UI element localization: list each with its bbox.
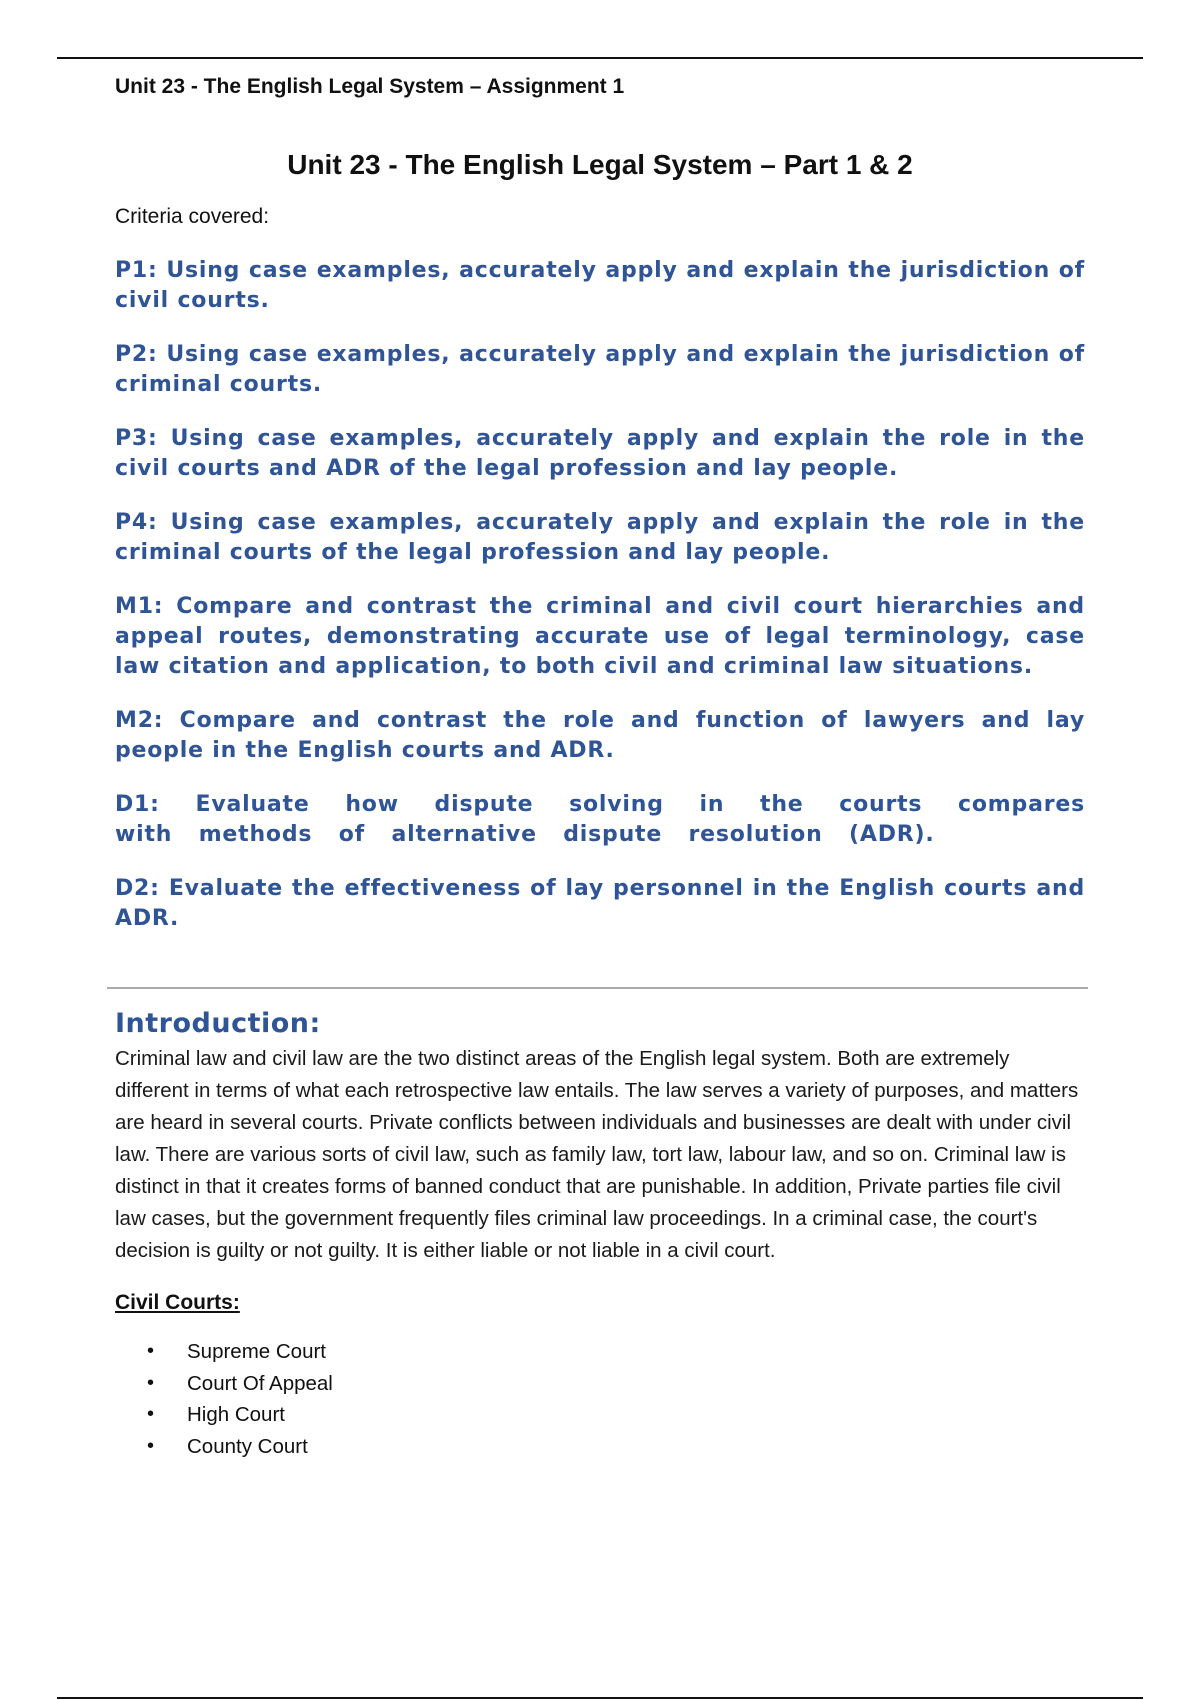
court-name: Supreme Court (187, 1340, 327, 1363)
top-page-rule (57, 57, 1143, 59)
document-page (115, 72, 1085, 1458)
bullet-icon: • (147, 1340, 155, 1362)
criterion-d2: D2: Evaluate the effectiveness of lay personnel in the English courts and ADR. (115, 876, 1085, 931)
list-item (147, 1431, 333, 1463)
list-item (147, 1368, 333, 1400)
document-title: Unit 23 - The English Legal System – Part 1 & 2 (287, 149, 913, 180)
criterion-p1: P1: Using case examples, accurately apply and explain the jurisdiction of civil courts. (115, 258, 1085, 313)
criterion-m1: M1: Compare and contrast the criminal and civil court hierarchies and appeal routes, demonstrating accurate use of legal terminology, case law citation and application, to both civil and criminal law situations. (115, 594, 1085, 679)
civil-courts-list (147, 1336, 333, 1462)
criterion-d1: D1: Evaluate how dispute solving in the courts compares with methods of alternative dispute resolution (ADR). (115, 792, 1085, 847)
court-name: High Court (187, 1403, 285, 1426)
section-divider (107, 987, 1088, 989)
criterion-m2: M2: Compare and contrast the role and function of lawyers and lay people in the English courts and ADR. (115, 708, 1085, 763)
criterion-p4: P4: Using case examples, accurately apply and explain the role in the criminal courts of the legal profession and lay people. (115, 510, 1085, 565)
introduction-heading: Introduction: (115, 1008, 321, 1039)
introduction-paragraph: Criminal law and civil law are the two distinct areas of the English legal system. Both are extremely different in terms of what each retrospective law entails. The law serves a variety of purposes, and matters are heard in several courts. Private conflicts between individuals and businesses are dealt with under civil law. There are various sorts of civil law, such as family law, tort law, labour law, and so on. Criminal law is distinct in that it creates forms of banned conduct that are punishable. In addition, Private parties file civil law cases, but the government frequently files criminal law proceedings. In a criminal case, the court's decision is guilty or not guilty. It is either liable or not liable in a civil court. (115, 1047, 1079, 1262)
bullet-icon: • (147, 1371, 155, 1394)
court-name: Court Of Appeal (187, 1371, 333, 1395)
list-item (147, 1336, 333, 1368)
criterion-p3: P3: Using case examples, accurately apply and explain the role in the civil courts and ADR of the legal profession and lay people. (115, 426, 1085, 481)
list-item (147, 1399, 333, 1431)
bullet-icon: • (147, 1434, 155, 1457)
running-header: Unit 23 - The English Legal System – Assignment 1 (115, 75, 625, 98)
criterion-p2: P2: Using case examples, accurately apply and explain the jurisdiction of criminal courts. (115, 342, 1085, 397)
criteria-list (115, 256, 1085, 958)
bullet-icon: • (147, 1403, 155, 1425)
criteria-label: Criteria covered: (115, 205, 270, 228)
bottom-page-rule (57, 1697, 1143, 1699)
court-name: County Court (187, 1434, 308, 1458)
civil-courts-heading: Civil Courts: (115, 1291, 240, 1314)
